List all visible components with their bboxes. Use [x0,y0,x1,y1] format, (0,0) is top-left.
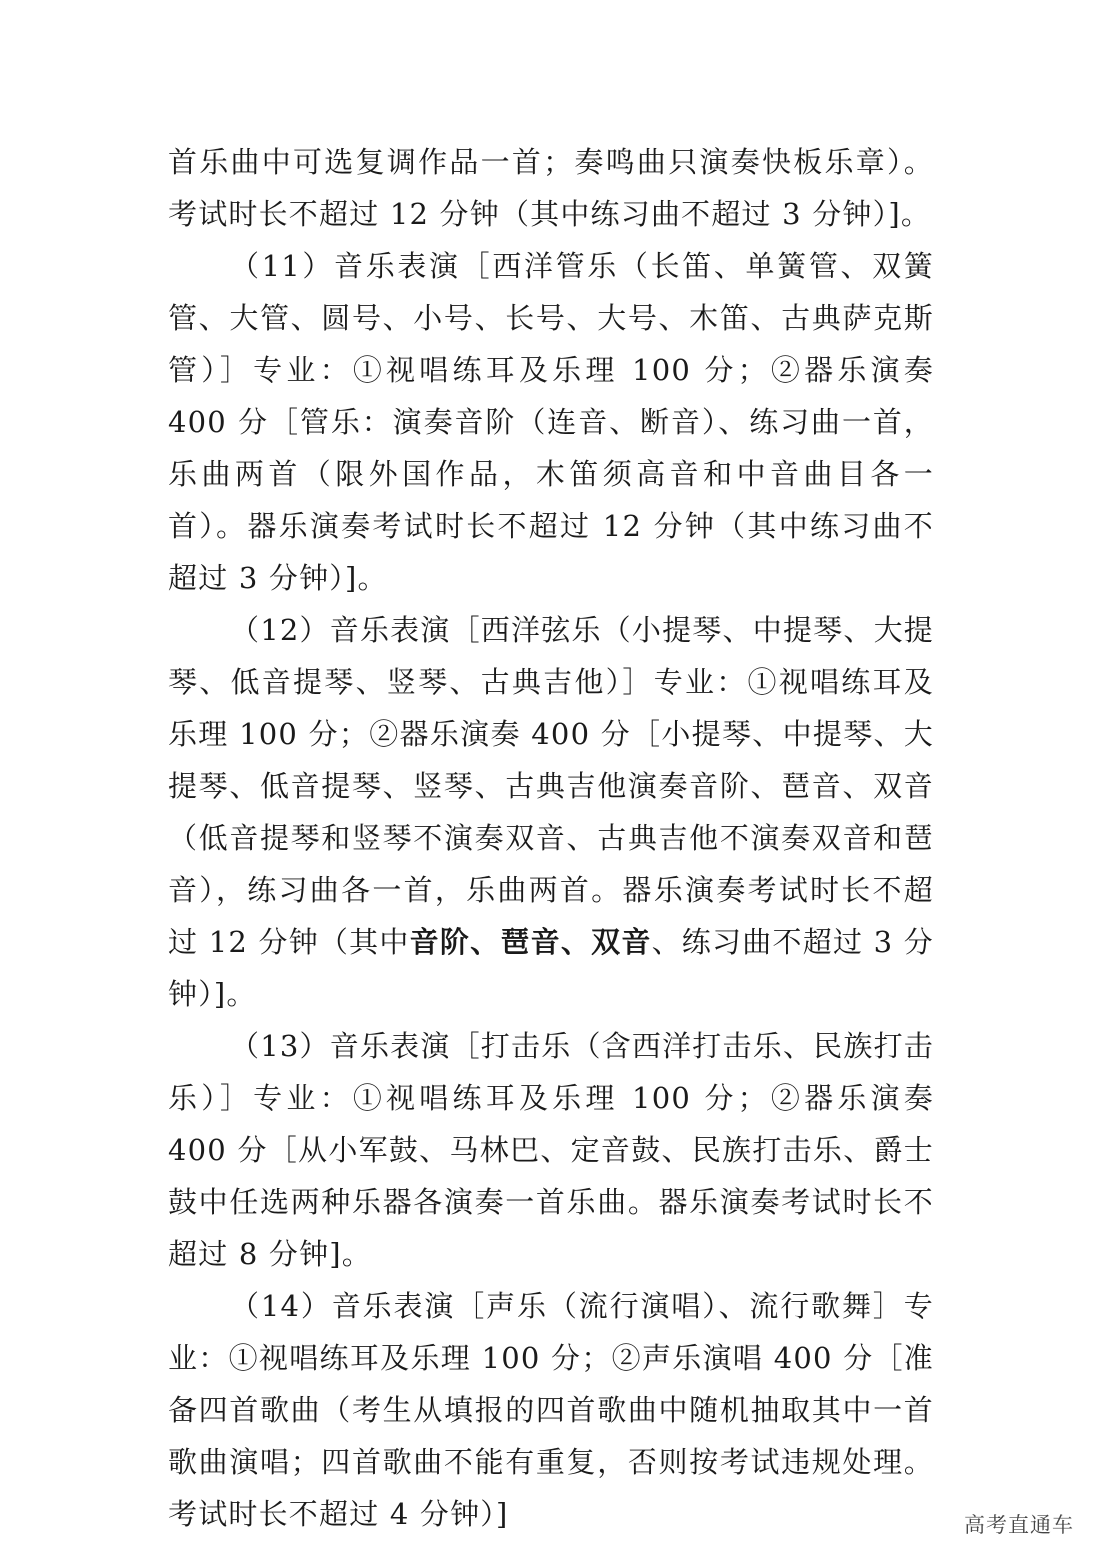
paragraph-item-12-text-a: （12）音乐表演［西洋弦乐（小提琴、中提琴、大提琴、低音提琴、竖琴、古典吉他）］专业：①视唱练耳及乐理 100 分；②器乐演奏 400 分［小提琴、中提琴、大提琴、低音提琴、竖琴、古典吉他演奏音阶、琶音、双音（低音提琴和竖琴不演奏双音、古典吉他不演奏双音和琶音），练习曲各一首，乐曲两首。器乐演奏考试时长不超过 12 分钟（其中 [168,613,934,959]
paragraph-item-13: （13）音乐表演［打击乐（含西洋打击乐、民族打击乐）］专业：①视唱练耳及乐理 100 分；②器乐演奏 400 分［从小军鼓、马林巴、定音鼓、民族打击乐、爵士鼓中任选两种乐器各演奏一首乐曲。器乐演奏考试时长不超过 8 分钟]。 [168,1029,934,1271]
paragraph-item-12 [168,604,934,1020]
paragraph-item-12-bold-text: 音阶、琶音、双音 [409,925,652,959]
paragraph-item-11: （11）音乐表演［西洋管乐（长笛、单簧管、双簧管、大管、圆号、小号、长号、大号、木笛、古典萨克斯管）］专业：①视唱练耳及乐理 100 分；②器乐演奏 400 分［管乐：演奏音阶（连音、断音）、练习曲一首，乐曲两首（限外国作品，木笛须高音和中音曲目各一首）。器乐演奏考试时长不超过 12 分钟（其中练习曲不超过 3 分钟）]。 [168,249,934,595]
watermark-text: 高考直通车 [964,1513,1074,1537]
paragraph-item-12-text-b: 、练习曲不超过 3 分钟）]。 [168,925,934,1011]
paragraph-item-14: （14）音乐表演［声乐（流行演唱）、流行歌舞］专业：①视唱练耳及乐理 100 分；②声乐演唱 400 分［准备四首歌曲（考生从填报的四首歌曲中随机抽取其中一首歌曲演唱；四首歌曲不能有重复，否则按考试违规处理。考试时长不超过 4 分钟）] [168,1289,934,1531]
document-body [168,136,934,1540]
paragraph-continuation: 首乐曲中可选复调作品一首；奏鸣曲只演奏快板乐章）。考试时长不超过 12 分钟（其中练习曲不超过 3 分钟）]。 [168,145,934,231]
